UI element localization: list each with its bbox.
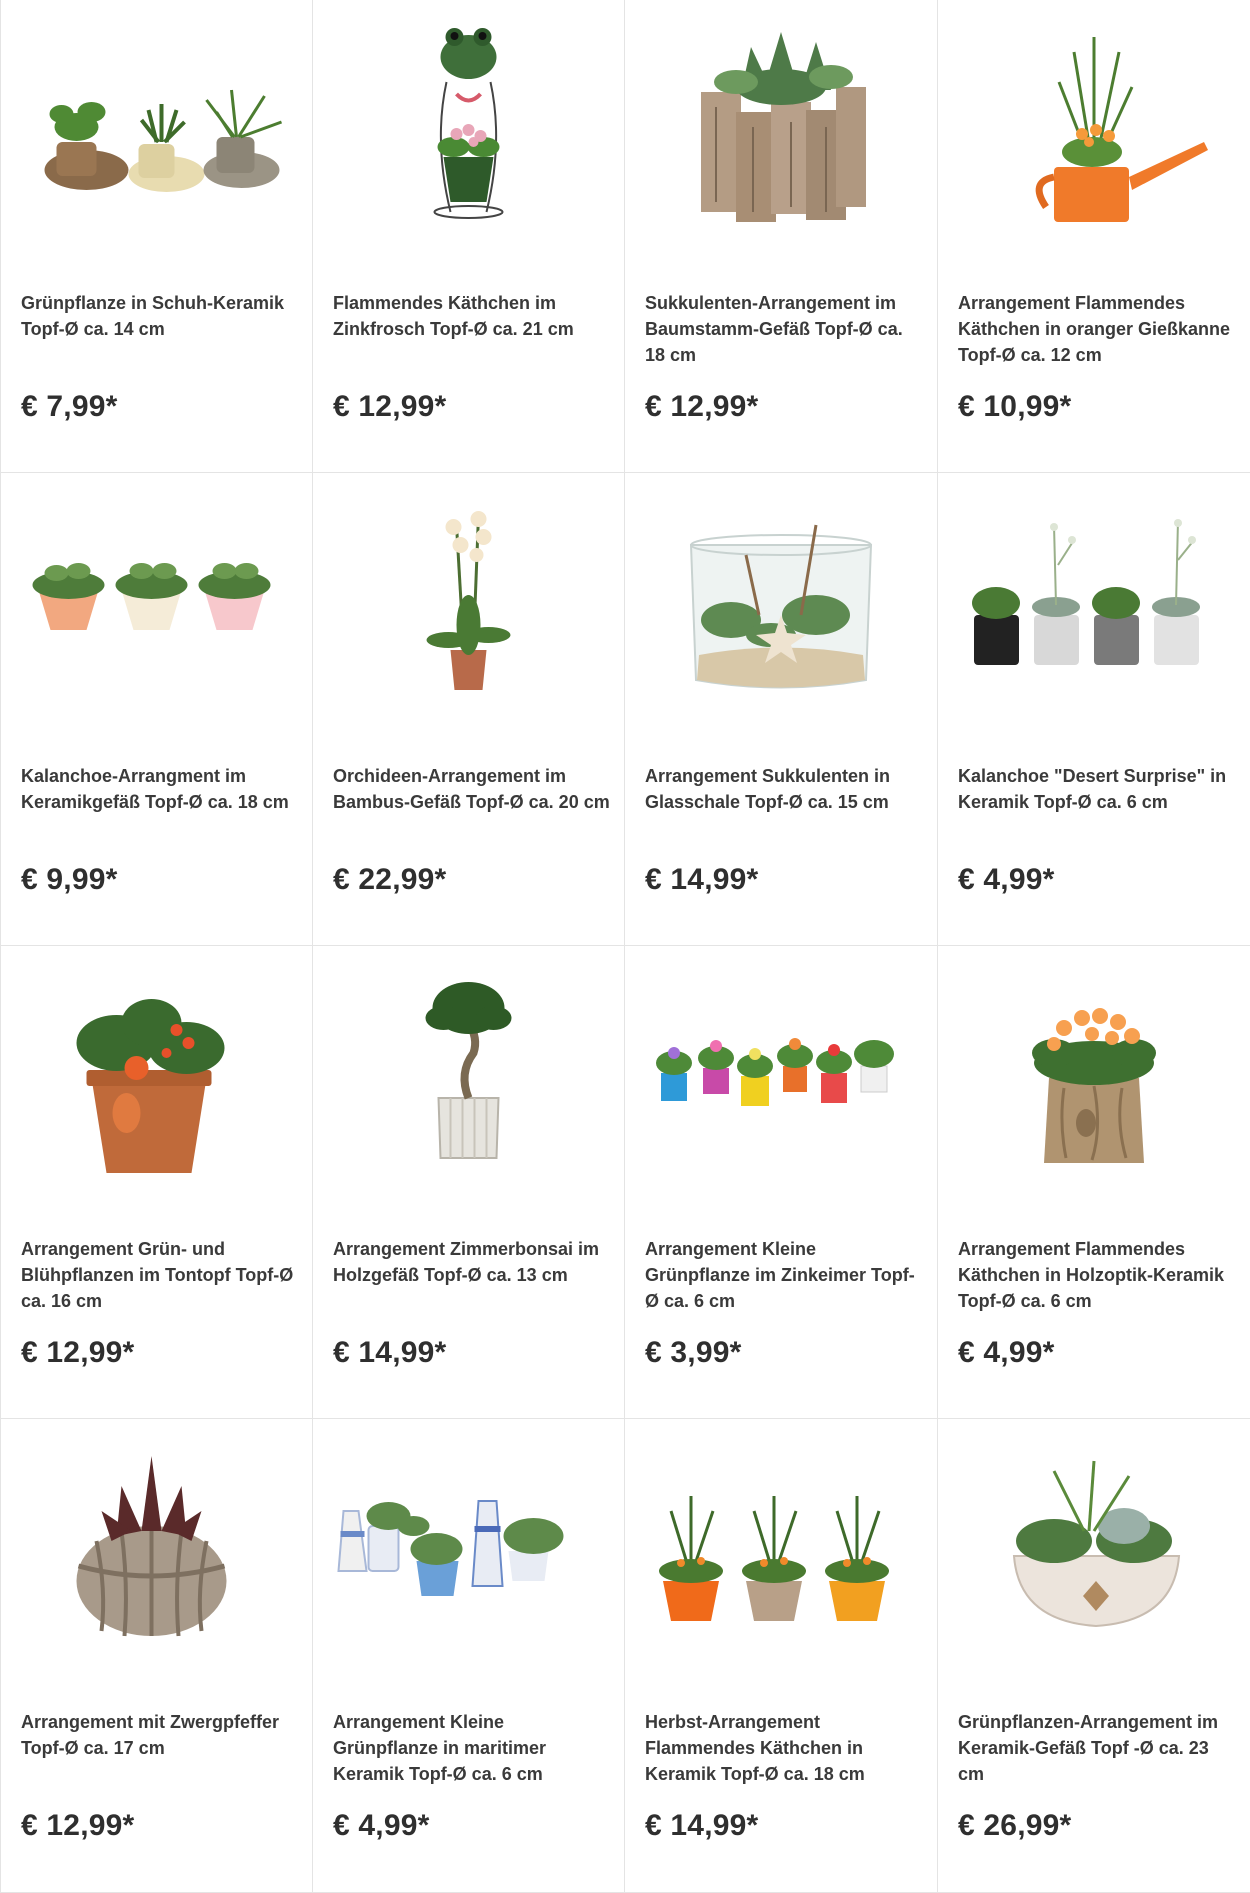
product-price: € 9,99*: [21, 863, 118, 896]
product-price: € 4,99*: [958, 1336, 1055, 1369]
succulents-log-image[interactable]: [639, 12, 923, 252]
product-card[interactable]: [625, 473, 938, 946]
frog-planter-image[interactable]: [327, 12, 610, 252]
terracotta-pot-image[interactable]: [15, 958, 298, 1198]
product-name[interactable]: Kalanchoe "Desert Surprise" in Keramik Topf-Ø ca. 6 cm: [958, 766, 1227, 812]
product-card[interactable]: [1, 946, 313, 1419]
product-name[interactable]: Herbst-Arrangement Flammendes Käthchen in Keramik Topf-Ø ca. 18 cm: [645, 1712, 865, 1784]
product-card[interactable]: [625, 1419, 938, 1893]
product-name[interactable]: Arrangement Sukkulenten in Glasschale Topf-Ø ca. 15 cm: [645, 766, 891, 812]
product-price: € 14,99*: [645, 863, 759, 896]
product-card[interactable]: [938, 946, 1250, 1419]
product-price: € 3,99*: [645, 1336, 742, 1369]
product-card[interactable]: [938, 473, 1250, 946]
product-name[interactable]: Kalanchoe-Arrangment im Keramikgefäß Topf-Ø ca. 18 cm: [21, 766, 289, 812]
product-name[interactable]: Arrangement mit Zwergpfeffer Topf-Ø ca. 17 cm: [21, 1712, 280, 1758]
product-card[interactable]: [313, 0, 625, 473]
glass-bowl-succulents-image[interactable]: [639, 485, 923, 725]
product-price: € 12,99*: [333, 390, 447, 423]
product-card[interactable]: [1, 1419, 313, 1893]
product-name[interactable]: Grünpflanzen-Arrangement im Keramik-Gefäß Topf -Ø ca. 23 cm: [958, 1712, 1219, 1784]
product-name[interactable]: Arrangement Kleine Grünpflanze im Zinkeimer Topf-Ø ca. 6 cm: [645, 1239, 915, 1311]
product-price: € 7,99*: [21, 390, 118, 423]
orchid-image[interactable]: [327, 485, 610, 725]
product-price: € 12,99*: [21, 1809, 135, 1842]
product-price: € 12,99*: [645, 390, 759, 423]
product-price: € 14,99*: [333, 1336, 447, 1369]
product-card[interactable]: [625, 946, 938, 1419]
product-card[interactable]: [938, 0, 1250, 473]
product-card[interactable]: [313, 1419, 625, 1893]
product-name[interactable]: Orchideen-Arrangement im Bambus-Gefäß Topf-Ø ca. 20 cm: [333, 766, 610, 812]
product-name[interactable]: Flammendes Käthchen im Zinkfrosch Topf-Ø ca. 21 cm: [333, 293, 574, 339]
ceramic-bowl-image[interactable]: [952, 1431, 1236, 1671]
product-price: € 4,99*: [333, 1809, 430, 1842]
plant-in-shoes-image[interactable]: [15, 12, 298, 252]
product-price: € 12,99*: [21, 1336, 135, 1369]
product-name[interactable]: Arrangement Flammendes Käthchen in oranger Gießkanne Topf-Ø ca. 12 cm: [958, 293, 1231, 365]
product-price: € 4,99*: [958, 863, 1055, 896]
kalanchoe-bowls-image[interactable]: [15, 485, 298, 725]
product-name[interactable]: Grünpflanze in Schuh-Keramik Topf-Ø ca. 14 cm: [21, 293, 285, 339]
product-card[interactable]: [313, 473, 625, 946]
product-price: € 10,99*: [958, 390, 1072, 423]
product-name[interactable]: Arrangement Zimmerbonsai im Holzgefäß Topf-Ø ca. 13 cm: [333, 1239, 600, 1285]
product-name[interactable]: Arrangement Grün- und Blühpflanzen im Tontopf Topf-Ø ca. 16 cm: [21, 1239, 294, 1311]
wicker-basket-image[interactable]: [15, 1431, 298, 1671]
watering-can-plant-image[interactable]: [952, 12, 1236, 252]
zinc-buckets-image[interactable]: [639, 958, 923, 1198]
product-price: € 22,99*: [333, 863, 447, 896]
bonsai-image[interactable]: [327, 958, 610, 1198]
kalanchoe-pots-image[interactable]: [952, 485, 1236, 725]
product-name[interactable]: Arrangement Kleine Grünpflanze in maritimer Keramik Topf-Ø ca. 6 cm: [333, 1712, 547, 1784]
product-card[interactable]: [1, 473, 313, 946]
product-card[interactable]: [313, 946, 625, 1419]
product-card[interactable]: [938, 1419, 1250, 1893]
product-name[interactable]: Sukkulenten-Arrangement im Baumstamm-Gefäß Topf-Ø ca. 18 cm: [645, 293, 903, 365]
product-name[interactable]: Arrangement Flammendes Käthchen in Holzoptik-Keramik Topf-Ø ca. 6 cm: [958, 1239, 1225, 1311]
product-card[interactable]: [1, 0, 313, 473]
product-price: € 14,99*: [645, 1809, 759, 1842]
product-price: € 26,99*: [958, 1809, 1072, 1842]
maritime-pots-image[interactable]: [327, 1431, 610, 1671]
product-card[interactable]: [625, 0, 938, 473]
autumn-pots-image[interactable]: [639, 1431, 923, 1671]
wood-stump-pot-image[interactable]: [952, 958, 1236, 1198]
